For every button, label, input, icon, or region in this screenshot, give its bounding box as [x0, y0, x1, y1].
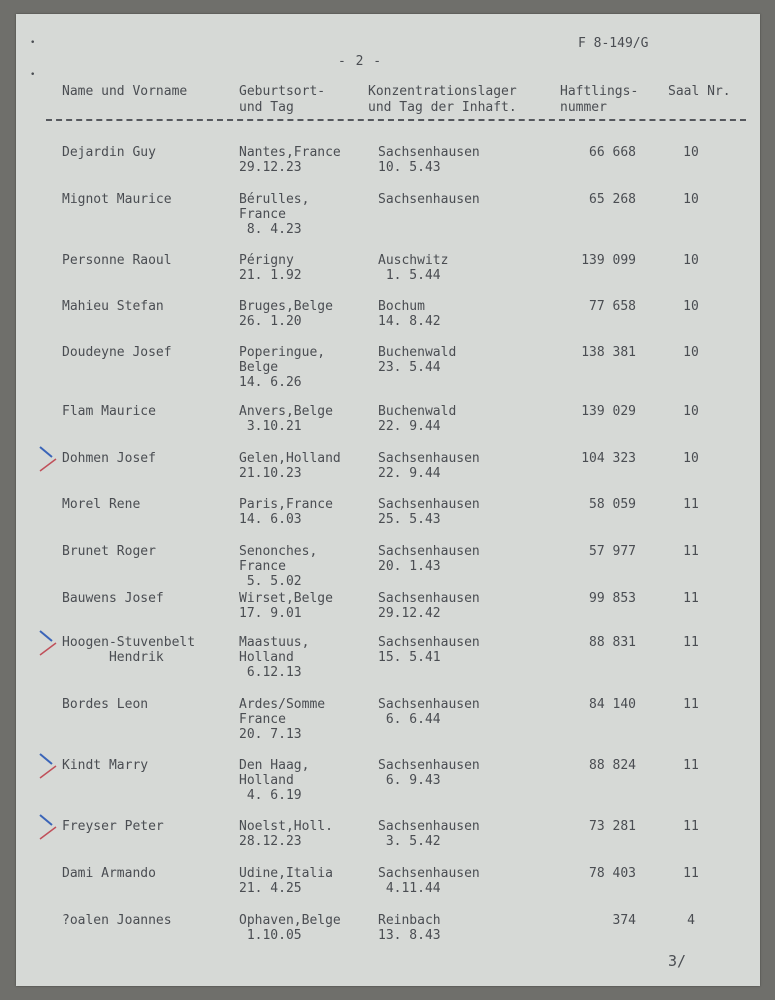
prisoner-number: 58 059	[589, 497, 636, 512]
birth-place-date: Bruges,Belge 26. 1.20	[239, 299, 333, 329]
prisoner-number: 57 977	[589, 544, 636, 559]
saal-number: 10	[683, 192, 699, 207]
prisoner-name: Mahieu Stefan	[62, 299, 164, 314]
birth-place-date: Anvers,Belge 3.10.21	[239, 404, 333, 434]
saal-number: 10	[683, 299, 699, 314]
birth-place-date: Den Haag, Holland 4. 6.19	[239, 758, 310, 803]
saal-number: 10	[683, 451, 699, 466]
saal-number: 11	[683, 544, 699, 559]
continuation-note: 3/	[668, 952, 687, 970]
saal-number: 11	[683, 591, 699, 606]
margin-mark: •	[30, 38, 36, 48]
birth-place-date: Poperingue, Belge 14. 6.26	[239, 345, 326, 390]
prisoner-number: 77 658	[589, 299, 636, 314]
saal-number: 10	[683, 345, 699, 360]
prisoner-number: 99 853	[589, 591, 636, 606]
birth-place-date: Nantes,France 29.12.23	[239, 145, 341, 175]
camp-and-date: Sachsenhausen 4.11.44	[378, 866, 480, 896]
prisoner-name: Morel Rene	[62, 497, 141, 512]
saal-number: 11	[683, 697, 699, 712]
camp-and-date: Sachsenhausen 10. 5.43	[378, 145, 480, 175]
prisoner-number: 78 403	[589, 866, 636, 881]
birth-place-date: Senonches, France 5. 5.02	[239, 544, 318, 589]
birth-place-date: Ophaven,Belge 1.10.05	[239, 913, 341, 943]
header-name: Name und Vorname	[62, 84, 188, 99]
camp-and-date: Sachsenhausen 29.12.42	[378, 591, 480, 621]
camp-and-date: Sachsenhausen 15. 5.41	[378, 635, 480, 665]
birth-place-date: Périgny 21. 1.92	[239, 253, 302, 283]
camp-and-date: Buchenwald 23. 5.44	[378, 345, 457, 375]
saal-number: 10	[683, 404, 699, 419]
saal-number: 10	[683, 145, 699, 160]
saal-number: 4	[687, 913, 695, 928]
saal-number: 10	[683, 253, 699, 268]
saal-number: 11	[683, 866, 699, 881]
camp-and-date: Sachsenhausen 3. 5.42	[378, 819, 480, 849]
birth-place-date: Ardes/Somme France 20. 7.13	[239, 697, 326, 742]
camp-and-date: Sachsenhausen 22. 9.44	[378, 451, 480, 481]
prisoner-name: Brunet Roger	[62, 544, 156, 559]
header-camp: Konzentrationslager und Tag der Inhaft.	[368, 84, 517, 115]
prisoner-number: 138 381	[581, 345, 636, 360]
prisoner-number: 65 268	[589, 192, 636, 207]
header-saal: Saal Nr.	[668, 84, 731, 99]
prisoner-name: Doudeyne Josef	[62, 345, 172, 360]
prisoner-number: 139 029	[581, 404, 636, 419]
prisoner-name: Hoogen-Stuvenbelt Hendrik	[62, 635, 196, 665]
prisoner-number: 104 323	[581, 451, 636, 466]
prisoner-number: 84 140	[589, 697, 636, 712]
saal-number: 11	[683, 819, 699, 834]
saal-number: 11	[683, 635, 699, 650]
prisoner-name: Bordes Leon	[62, 697, 149, 712]
prisoner-name: Dejardin Guy	[62, 145, 156, 160]
prisoner-name: Personne Raoul	[62, 253, 172, 268]
prisoner-name: Dohmen Josef	[62, 451, 156, 466]
birth-place-date: Maastuus, Holland 6.12.13	[239, 635, 310, 680]
saal-number: 11	[683, 497, 699, 512]
camp-and-date: Sachsenhausen 6. 6.44	[378, 697, 480, 727]
camp-and-date: Sachsenhausen 20. 1.43	[378, 544, 480, 574]
prisoner-name: Freyser Peter	[62, 819, 164, 834]
check-mark-icon	[38, 752, 62, 780]
check-mark-icon	[38, 629, 62, 657]
prisoner-name: Dami Armando	[62, 866, 156, 881]
prisoner-name: Bauwens Josef	[62, 591, 164, 606]
header-birth: Geburtsort- und Tag	[239, 84, 326, 115]
document-page	[16, 14, 760, 986]
prisoner-name: Kindt Marry	[62, 758, 149, 773]
prisoner-number: 139 099	[581, 253, 636, 268]
prisoner-name: Mignot Maurice	[62, 192, 172, 207]
prisoner-name: ?oalen Joannes	[62, 913, 172, 928]
birth-place-date: Wirset,Belge 17. 9.01	[239, 591, 333, 621]
margin-mark: •	[30, 70, 36, 80]
header-divider	[46, 119, 746, 121]
header-number: Haftlings- nummer	[560, 84, 639, 115]
prisoner-number: 88 831	[589, 635, 636, 650]
check-mark-icon	[38, 445, 62, 473]
page-number: - 2 -	[338, 54, 383, 69]
prisoner-number: 88 824	[589, 758, 636, 773]
birth-place-date: Udine,Italia 21. 4.25	[239, 866, 333, 896]
prisoner-number: 374	[612, 913, 636, 928]
birth-place-date: Paris,France 14. 6.03	[239, 497, 333, 527]
prisoner-name: Flam Maurice	[62, 404, 156, 419]
reference-number: F 8-149/G	[578, 36, 649, 51]
birth-place-date: Bérulles, France 8. 4.23	[239, 192, 310, 237]
camp-and-date: Reinbach 13. 8.43	[378, 913, 441, 943]
camp-and-date: Sachsenhausen 6. 9.43	[378, 758, 480, 788]
camp-and-date: Sachsenhausen	[378, 192, 480, 207]
prisoner-number: 73 281	[589, 819, 636, 834]
camp-and-date: Buchenwald 22. 9.44	[378, 404, 457, 434]
birth-place-date: Gelen,Holland 21.10.23	[239, 451, 341, 481]
check-mark-icon	[38, 813, 62, 841]
camp-and-date: Auschwitz 1. 5.44	[378, 253, 449, 283]
prisoner-number: 66 668	[589, 145, 636, 160]
camp-and-date: Bochum 14. 8.42	[378, 299, 441, 329]
birth-place-date: Noelst,Holl. 28.12.23	[239, 819, 333, 849]
saal-number: 11	[683, 758, 699, 773]
camp-and-date: Sachsenhausen 25. 5.43	[378, 497, 480, 527]
